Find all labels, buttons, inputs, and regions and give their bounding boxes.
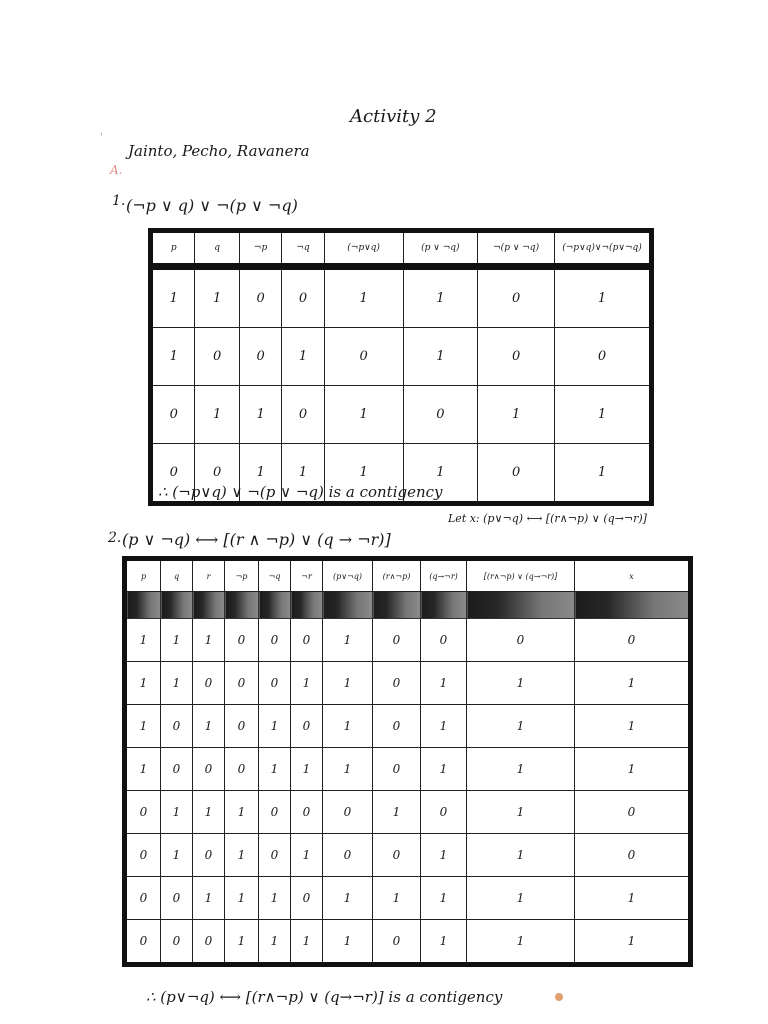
table-cell: 0 <box>151 444 195 504</box>
table-cell: 1 <box>193 791 225 834</box>
table-cell: 1 <box>282 444 324 504</box>
page-title: Activity 2 <box>350 106 437 127</box>
table-cell: 0 <box>125 834 161 877</box>
table-row <box>125 705 691 748</box>
table-cell: 1 <box>324 444 403 504</box>
table-cell: 1 <box>151 328 195 386</box>
table-cell: 1 <box>467 662 575 705</box>
problem1-number: 1. <box>112 193 126 209</box>
table-cell: 1 <box>291 748 323 791</box>
column-header: r <box>193 559 225 592</box>
table-cell: 1 <box>467 877 575 920</box>
problem1-expression: (¬p ∨ q) ∨ ¬(p ∨ ¬q) <box>126 196 298 215</box>
table-cell: 1 <box>555 444 652 504</box>
column-header: (p ∨ ¬q) <box>403 231 478 267</box>
column-header: (¬p∨q) <box>324 231 403 267</box>
ink-stain <box>555 993 563 1001</box>
table-cell: 0 <box>555 328 652 386</box>
table-cell: 1 <box>161 619 193 662</box>
table-row <box>125 662 691 705</box>
table-cell: 1 <box>467 834 575 877</box>
column-header: (r∧¬p) <box>373 559 421 592</box>
table-cell: 0 <box>373 748 421 791</box>
table-cell: 0 <box>193 748 225 791</box>
table-cell: 1 <box>151 267 195 328</box>
column-header: p <box>125 559 161 592</box>
table-cell: 1 <box>575 877 691 920</box>
table-cell: 1 <box>373 877 421 920</box>
table-row <box>125 877 691 920</box>
table-cell: 1 <box>225 877 259 920</box>
table-row <box>125 791 691 834</box>
table-cell: 0 <box>125 791 161 834</box>
column-header: (¬p∨q)∨¬(p∨¬q) <box>555 231 652 267</box>
table-header-row <box>125 559 691 592</box>
table-cell: 1 <box>193 705 225 748</box>
table-cell: 1 <box>467 791 575 834</box>
section-label: A. <box>110 163 123 177</box>
table-cell: 1 <box>193 877 225 920</box>
table-cell: 0 <box>239 267 281 328</box>
table-cell: 0 <box>323 834 373 877</box>
table-cell: 0 <box>193 662 225 705</box>
table-cell: 0 <box>575 791 691 834</box>
table-cell: 1 <box>225 920 259 965</box>
table-cell: 1 <box>125 662 161 705</box>
table-cell: 0 <box>161 877 193 920</box>
table-row <box>125 920 691 965</box>
table-cell: 1 <box>195 267 239 328</box>
table-cell: 0 <box>195 328 239 386</box>
table-cell: 0 <box>403 386 478 444</box>
table-cell: 1 <box>324 267 403 328</box>
problem2-expression: (p ∨ ¬q) ⟷ [(r ∧ ¬p) ∨ (q → ¬r)] <box>122 530 391 549</box>
table-cell: 1 <box>259 877 291 920</box>
table-cell: 1 <box>403 444 478 504</box>
table-cell: 1 <box>403 328 478 386</box>
table-cell: 1 <box>467 920 575 965</box>
table-cell: 1 <box>403 267 478 328</box>
table-cell: 0 <box>259 619 291 662</box>
table-cell: 0 <box>151 386 195 444</box>
column-header: ¬q <box>282 231 324 267</box>
ink-smear-row <box>125 592 691 619</box>
table-cell: 1 <box>161 791 193 834</box>
column-header: q <box>195 231 239 267</box>
column-header: x <box>575 559 691 592</box>
table-cell: 1 <box>125 619 161 662</box>
table-header-row <box>151 231 652 267</box>
table-cell: 1 <box>282 328 324 386</box>
problem2-number: 2. <box>108 530 122 546</box>
column-header: p <box>151 231 195 267</box>
table-row <box>125 748 691 791</box>
table-cell: 0 <box>291 619 323 662</box>
column-header: (q→¬r) <box>421 559 467 592</box>
table-cell: 1 <box>239 386 281 444</box>
table-cell: 0 <box>373 705 421 748</box>
table-cell: 0 <box>575 834 691 877</box>
table-cell: 0 <box>161 705 193 748</box>
table-row <box>151 267 652 328</box>
table-cell: 1 <box>291 834 323 877</box>
table-cell: 0 <box>193 834 225 877</box>
table-cell: 0 <box>324 328 403 386</box>
table-cell: 1 <box>575 705 691 748</box>
table-cell: 1 <box>323 920 373 965</box>
table-cell: 0 <box>225 748 259 791</box>
table-cell: 1 <box>421 877 467 920</box>
table-cell: 0 <box>259 662 291 705</box>
table-cell: 0 <box>259 791 291 834</box>
table-cell: 1 <box>373 791 421 834</box>
table-cell: 1 <box>467 748 575 791</box>
table-cell: 0 <box>195 444 239 504</box>
table-cell: 1 <box>125 748 161 791</box>
column-header: [(r∧¬p) ∨ (q→¬r)] <box>467 559 575 592</box>
column-header: ¬r <box>291 559 323 592</box>
authors: Jainto, Pecho, Ravanera <box>128 142 310 160</box>
table-cell: 1 <box>125 705 161 748</box>
margin-mark: ' <box>100 132 103 143</box>
table-cell: 0 <box>467 619 575 662</box>
table-cell: 0 <box>421 619 467 662</box>
table-cell: 0 <box>323 791 373 834</box>
table-cell: 0 <box>478 328 555 386</box>
table-cell: 1 <box>323 748 373 791</box>
table-cell: 0 <box>291 877 323 920</box>
table-cell: 1 <box>323 877 373 920</box>
table-cell: 1 <box>478 386 555 444</box>
table-cell: 0 <box>373 619 421 662</box>
table-cell: 0 <box>225 619 259 662</box>
problem1-conclusion: ∴ (¬p∨q) ∨ ¬(p ∨ ¬q) is a contigency <box>158 483 443 501</box>
table-cell: 0 <box>225 662 259 705</box>
table-cell: 0 <box>575 619 691 662</box>
table-row <box>125 619 691 662</box>
table-cell: 0 <box>193 920 225 965</box>
table-cell: 1 <box>555 386 652 444</box>
table-cell: 1 <box>555 267 652 328</box>
table-cell: 1 <box>421 834 467 877</box>
table-cell: 0 <box>421 791 467 834</box>
table-row <box>151 328 652 386</box>
table-cell: 1 <box>225 791 259 834</box>
table-cell: 1 <box>575 662 691 705</box>
table-cell: 0 <box>373 662 421 705</box>
table-cell: 1 <box>575 920 691 965</box>
table-cell: 0 <box>373 834 421 877</box>
column-header: q <box>161 559 193 592</box>
table-cell: 1 <box>421 662 467 705</box>
column-header: ¬q <box>259 559 291 592</box>
column-header: (p∨¬q) <box>323 559 373 592</box>
column-header: ¬p <box>239 231 281 267</box>
table-cell: 0 <box>373 920 421 965</box>
table-cell: 0 <box>282 267 324 328</box>
table-cell: 1 <box>259 920 291 965</box>
table-cell: 1 <box>323 662 373 705</box>
table-cell: 1 <box>324 386 403 444</box>
table-row <box>125 834 691 877</box>
table-cell: 0 <box>282 386 324 444</box>
table-row <box>151 386 652 444</box>
table-cell: 0 <box>291 705 323 748</box>
table-cell: 0 <box>161 920 193 965</box>
table-cell: 1 <box>259 705 291 748</box>
problem2-let-definition: Let x: (p∨¬q) ⟷ [(r∧¬p) ∨ (q→¬r)] <box>448 512 647 525</box>
table-cell: 0 <box>225 705 259 748</box>
table-cell: 1 <box>193 619 225 662</box>
table-cell: 1 <box>421 705 467 748</box>
table-cell: 0 <box>291 791 323 834</box>
table-cell: 1 <box>161 662 193 705</box>
table-cell: 0 <box>161 748 193 791</box>
table-cell: 1 <box>195 386 239 444</box>
table-cell: 1 <box>291 920 323 965</box>
table-cell: 1 <box>467 705 575 748</box>
column-header: ¬(p ∨ ¬q) <box>478 231 555 267</box>
table-cell: 1 <box>323 619 373 662</box>
table-cell: 1 <box>239 444 281 504</box>
table-cell: 1 <box>323 705 373 748</box>
table-cell: 1 <box>421 748 467 791</box>
table-cell: 0 <box>125 877 161 920</box>
table-cell: 1 <box>161 834 193 877</box>
column-header: ¬p <box>225 559 259 592</box>
table-cell: 1 <box>225 834 259 877</box>
table-cell: 0 <box>478 267 555 328</box>
table-cell: 0 <box>239 328 281 386</box>
problem2-truth-table <box>122 556 693 967</box>
table-cell: 0 <box>259 834 291 877</box>
table-cell: 0 <box>125 920 161 965</box>
table-cell: 1 <box>291 662 323 705</box>
problem1-truth-table <box>148 228 654 506</box>
table-cell: 1 <box>575 748 691 791</box>
table-cell: 1 <box>259 748 291 791</box>
problem2-conclusion: ∴ (p∨¬q) ⟷ [(r∧¬p) ∨ (q→¬r)] is a contigency <box>146 988 503 1006</box>
table-cell: 0 <box>478 444 555 504</box>
table-cell: 1 <box>421 920 467 965</box>
